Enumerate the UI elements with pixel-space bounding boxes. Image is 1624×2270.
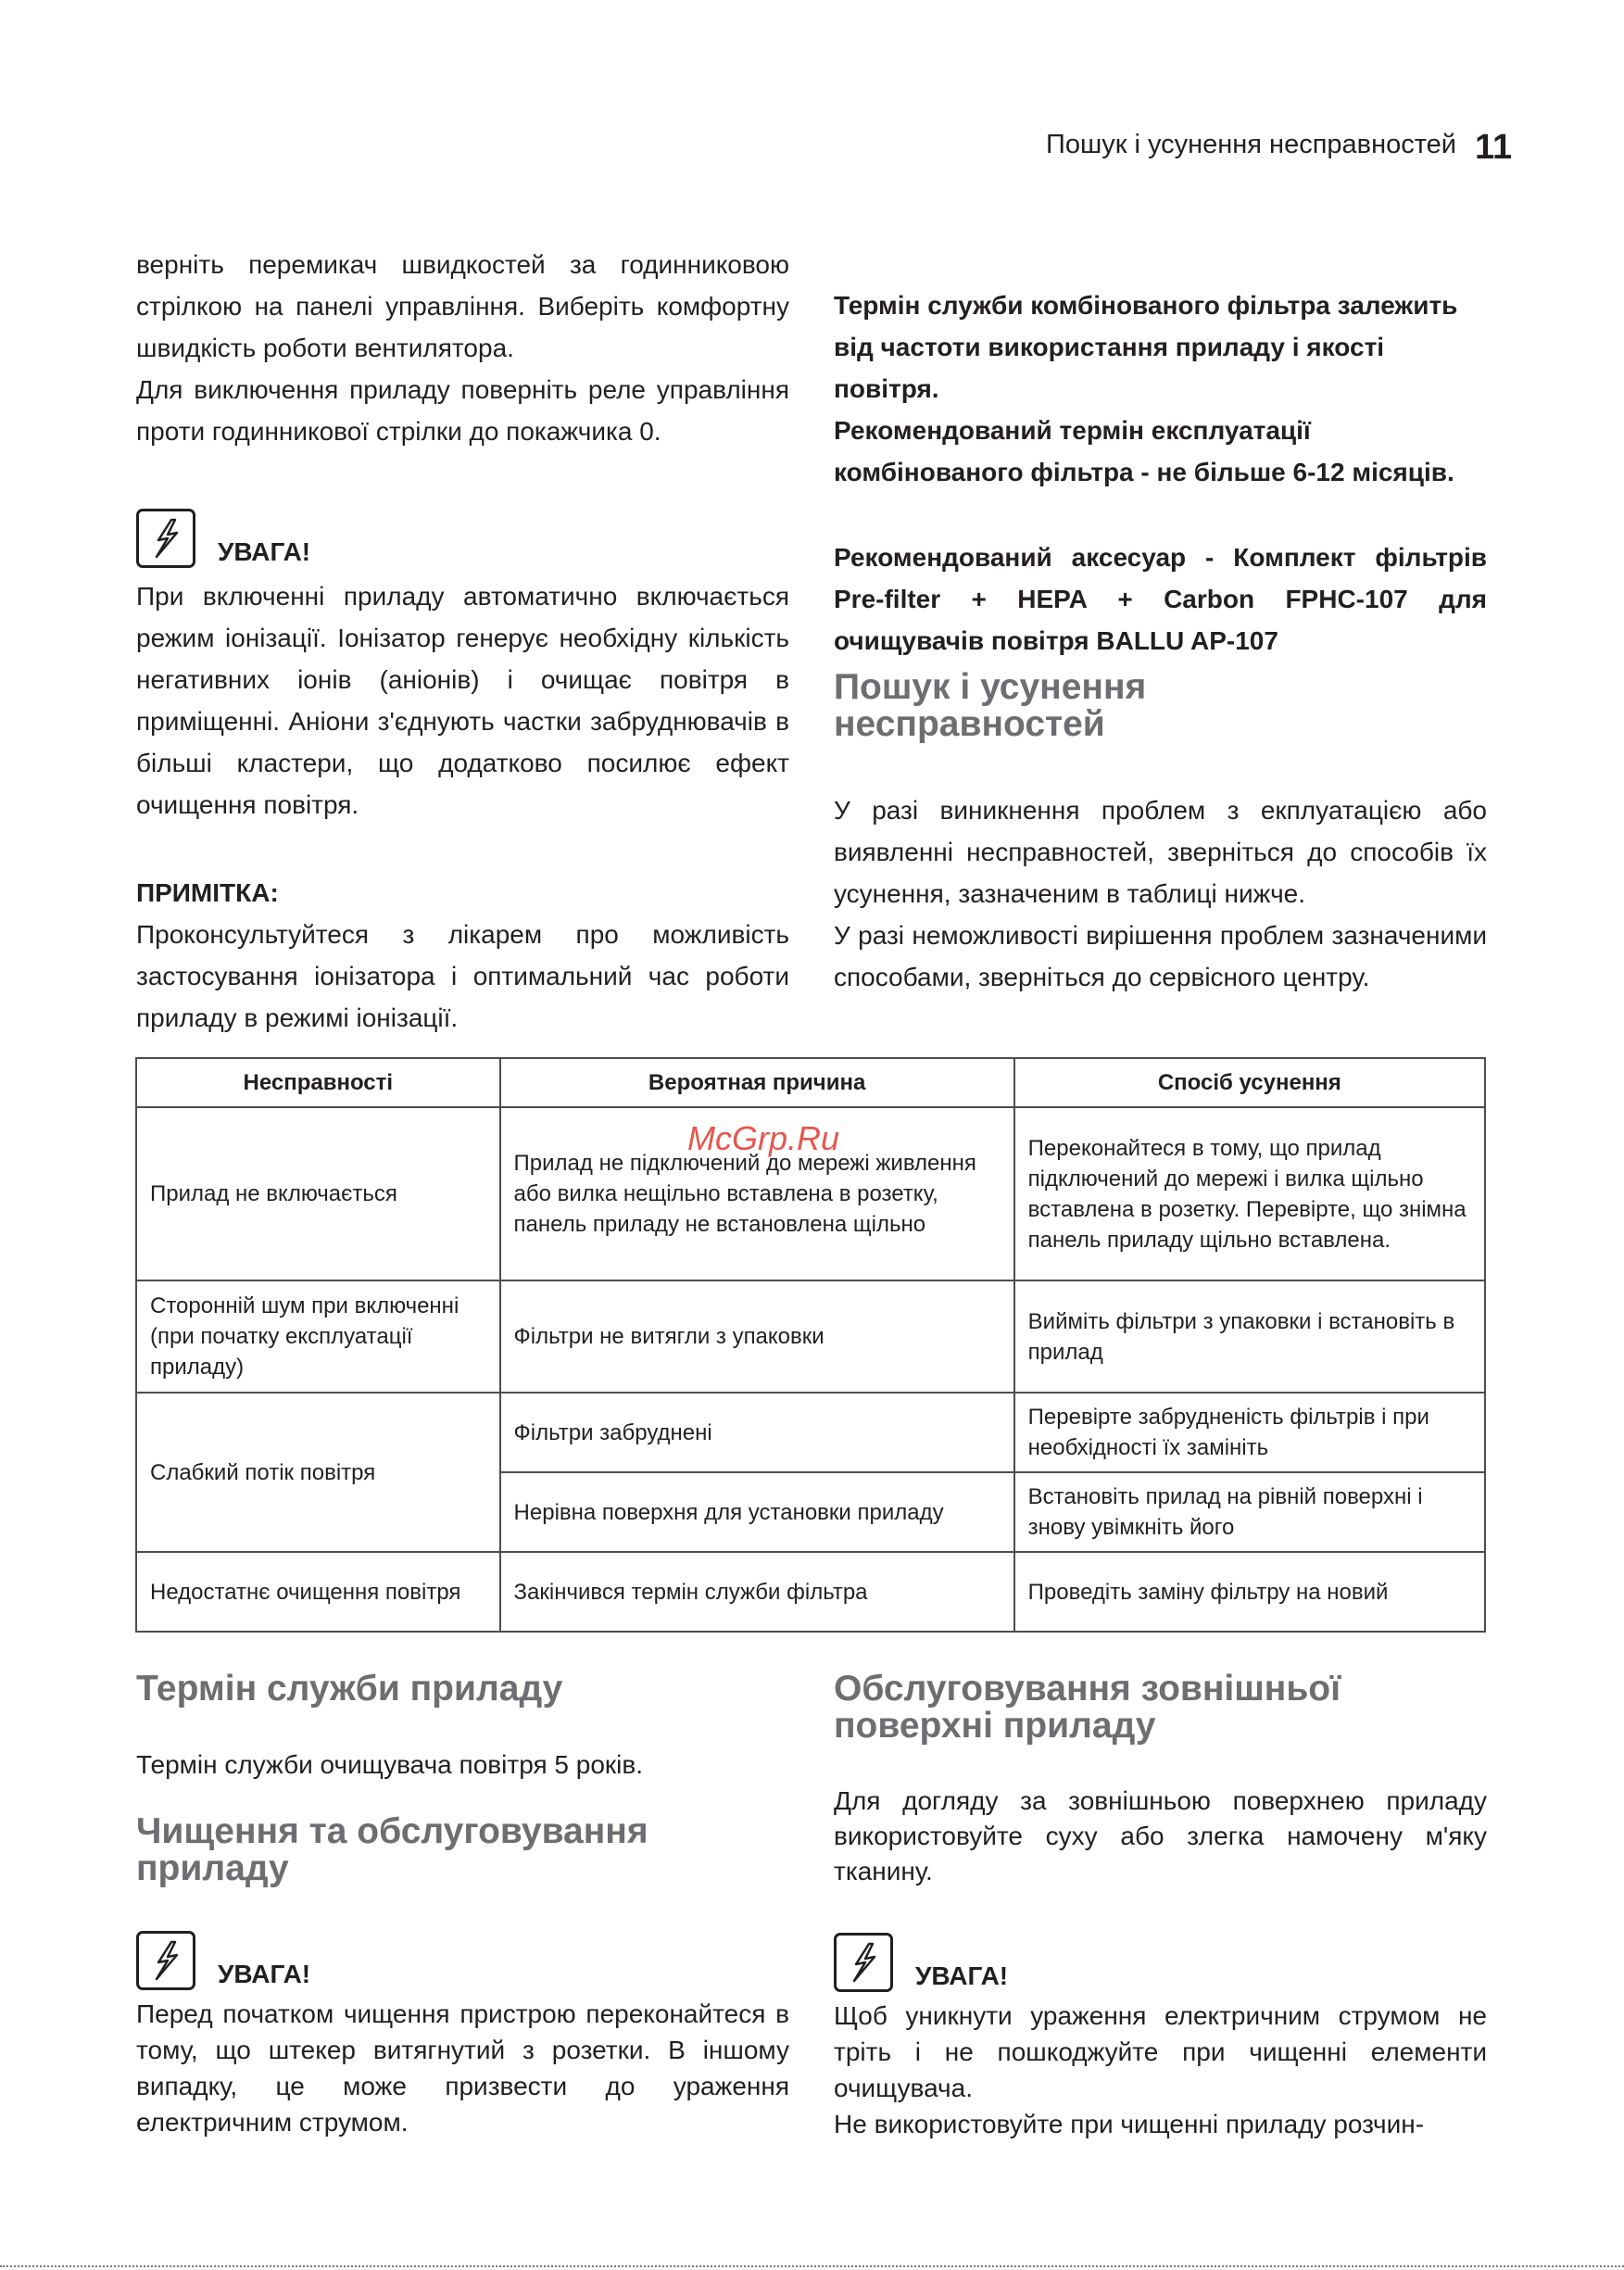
fault-cell: Слабкий потік повітря	[136, 1393, 500, 1552]
warning-block	[136, 503, 789, 826]
remedy-cell: Проведіть заміну фільтру на новий	[1014, 1552, 1485, 1632]
filter-paragraph: Термін служби комбінованого фільтра залежить від частоти використання приладу і якості повітря.	[834, 291, 1458, 403]
page-header-title: Пошук і усунення несправностей	[1045, 130, 1456, 159]
intro-paragraph: верніть перемикач швидкостей за годинниковою стрілкою на панелі управління. Виберіть комфортну швидкість роботи вентилятора.	[136, 250, 789, 362]
service-life-text: Термін служби очищувача повітря 5 років.	[136, 1750, 644, 1779]
cause-cell: Прилад не підключений до мережі живлення або вилка нещільно вставлена в розетку, панель приладу не встановлена щільно	[500, 1107, 1014, 1280]
note-label: ПРИМІТКА:	[136, 878, 279, 907]
cause-cell: Закінчився термін служби фільтра	[500, 1552, 1014, 1632]
remedy-cell: Переконайтеся в тому, що прилад підключений до мережі і вилка щільно вставлена в розетку. Перевірте, що знімна панель приладу щільно вставлена.	[1014, 1107, 1485, 1280]
electric-hazard-icon	[136, 1931, 195, 1990]
intro-paragraph: Для виключення приладу поверніть реле управління проти годинникової стрілки до покажчика 0.	[136, 375, 789, 446]
warning-label: УВАГА!	[218, 1960, 311, 1988]
bottom-divider	[0, 2265, 1624, 2267]
column-header: Спосіб усунення	[1014, 1058, 1485, 1107]
filter-info	[834, 284, 1487, 493]
page-number: 11	[1475, 128, 1513, 167]
troubleshoot-paragraph: У разі виникнення проблем з екплуатацією або виявленні несправностей, зверніться до способів їх усунення, зазначеним в таблиці нижче.	[834, 796, 1487, 908]
intro-text	[136, 244, 789, 452]
note-block	[136, 872, 789, 1039]
watermark-text: McGrp.Ru	[687, 1119, 840, 1157]
service-life-heading: Термін служби приладу	[136, 1669, 563, 1709]
note-text: Проконсультуйтеся з лікарем про можливість застосування іонізатора і оптимальний час роботи приладу в режимі іонізації.	[136, 920, 789, 1032]
warning-text: Не використовуйте при чищенні приладу розчин-	[834, 2110, 1425, 2138]
cleaning-heading: Чищення та обслуговування приладу	[136, 1811, 648, 1888]
cause-cell: Фільтри забруднені	[500, 1393, 1014, 1472]
warning-label: УВАГА!	[218, 537, 311, 566]
remedy-cell: Встановіть прилад на рівній поверхні і знову увімкніть його	[1014, 1472, 1485, 1552]
fault-cell: Сторонній шум при включенні (при початку експлуатації приладу)	[136, 1280, 500, 1393]
remedy-cell: Вийміть фільтри з упаковки і встановіть в прилад	[1014, 1280, 1485, 1393]
cause-cell: Фільтри не витягли з упаковки	[500, 1280, 1014, 1393]
warning-text: Щоб уникнути ураження електричним струмом не тріть і не пошкоджуйте при чищенні елементи очищувача.	[834, 2001, 1487, 2102]
cleaning-warning-block	[136, 1925, 789, 2140]
exterior-warning-block	[834, 1927, 1487, 2142]
exterior-heading: Обслуговування зовнішньої поверхні приладу	[834, 1669, 1341, 1746]
filter-paragraph: Рекомендований термін експлуатації комбінованого фільтра - не більше 6-12 місяців.	[834, 416, 1454, 486]
table-row	[136, 1552, 1485, 1632]
troubleshoot-paragraph: У разі неможливості вирішення проблем зазначеними способами, зверніться до сервісного центру.	[834, 921, 1487, 991]
troubleshoot-text	[834, 789, 1487, 998]
column-header: Вероятная причина	[500, 1058, 1014, 1107]
accessory-paragraph: Рекомендований аксесуар - Комплект фільтрів Pre-filter + HEPA + Carbon FPHC-107 для очищувачів повітря BALLU AP-107	[834, 543, 1487, 655]
remedy-cell: Перевірте забрудненість фільтрів і при необхідності їх замініть	[1014, 1393, 1485, 1472]
warning-text: При включенні приладу автоматично включається режим іонізації. Іонізатор генерує необхідну кількість негативних іонів (аніонів) і очищає повітря в приміщенні. Аніони з'єднують частки забруднювачів в більші кластери, що додатково посилює ефект очищення повітря.	[136, 582, 789, 819]
fault-cell: Недостатнє очищення повітря	[136, 1552, 500, 1632]
cause-cell: Нерівна поверхня для установки приладу	[500, 1472, 1014, 1552]
electric-hazard-icon	[834, 1933, 893, 1992]
warning-text: Перед початком чищення пристрою переконайтеся в тому, що штекер витягнутий з розетки. В іншому випадку, це може призвести до ураження електричним струмом.	[136, 1999, 789, 2137]
accessory-info	[834, 536, 1487, 662]
warning-label: УВАГА!	[915, 1961, 1009, 1990]
column-header: Несправності	[136, 1058, 500, 1107]
electric-hazard-icon	[136, 509, 195, 568]
troubleshoot-heading: Пошук і усунення несправностей	[834, 667, 1147, 744]
table-row	[136, 1393, 1485, 1472]
fault-cell: Прилад не включається	[136, 1107, 500, 1280]
exterior-text: Для догляду за зовнішньою поверхнею приладу використовуйте суху або злегка намочену м'яку тканину.	[834, 1786, 1487, 1885]
table-header-row	[136, 1058, 1485, 1107]
table-row	[136, 1280, 1485, 1393]
